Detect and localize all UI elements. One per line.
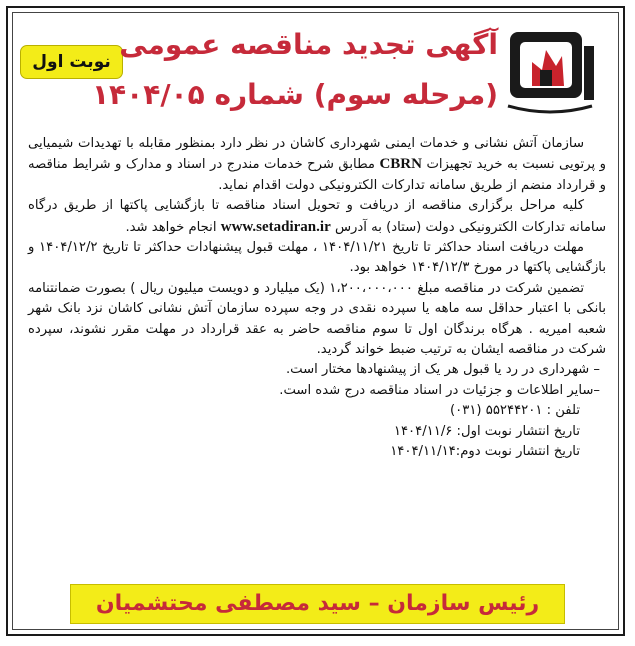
signature-banner: رئیس سازمان – سید مصطفی محتشمیان xyxy=(70,584,565,624)
paragraph-guarantee: تضمین شرکت در مناقصه مبلغ ۱،۲۰۰،۰۰۰،۰۰۰ (یک میلیارد و دویست میلیون ریال ) بصورت ضمانتنامه بانکی با اعتبار حداقل سه ماهه یا سپرده نقدی در وجه سپرده سازمان آتش نشانی کاشان نزد بانک شهر شعبه امیریه . هرگاه برندگان اول تا سوم مناقصه حاضر به عقد قرارداد در مهلت مقرر نشوند، سپرده شرکت در مناقصه ایشان به ترتیب ضبط خواند گردید. xyxy=(28,280,606,358)
list-item: – شهرداری در رد یا قبول هر یک از پیشنهادها مختار است. xyxy=(285,362,600,378)
notice-subtitle: (مرحله سوم) شماره ۱۴۰۴/۰۵ xyxy=(91,78,498,111)
paragraph-procedure: کلیه مراحل برگزاری مناقصه از دریافت و تحویل اسناد مناقصه تا بازگشایی پاکتها از طریق درگاه سامانه تدارکات الکترونیکی دولت (ستاد) به آدرس www.setadiran.ir انجام خواهد شد. xyxy=(28,198,606,235)
list-item: –سایر اطلاعات و جزئیات در اسناد مناقصه درج شده است. xyxy=(279,382,600,398)
notice-body xyxy=(28,134,606,463)
round-badge: نوبت اول xyxy=(20,45,123,79)
publish-date-first: تاریخ انتشار نوبت اول: ۱۴۰۴/۱۱/۶ xyxy=(393,423,580,439)
paragraph-intro: سازمان آتش نشانی و خدمات ایمنی شهرداری کاشان در نظر دارد بمنظور مقابله با تهدیدات شیمیایی و پرتویی نسبت به خرید تجهیزات CBRN مطابق شرح خدمات مندرج در اسناد و مدارک و شرایط مناقصه و قرارداد منضم از طریق سامانه تدارکات الکترونیکی دولت اقدام نماید. xyxy=(28,136,606,193)
fire-organization-emblem-icon xyxy=(500,26,600,122)
publish-date-second: تاریخ انتشار نوبت دوم:۱۴۰۴/۱۱/۱۴ xyxy=(390,444,580,460)
paragraph-deadlines: مهلت دریافت اسناد حداکثر تا تاریخ ۱۴۰۴/۱۱/۲۱ ، مهلت قبول پیشنهادات حداکثر تا تاریخ ۱۴۰۴/۱۲/۲ و بازگشایی پاکتها در مورخ ۱۴۰۴/۱۲/۳ خواهد بود. xyxy=(28,240,606,276)
website-link[interactable]: www.setadiran.ir xyxy=(220,218,331,235)
notice-title: آگهی تجدید مناقصه عمومی xyxy=(119,28,498,61)
phone-number: تلفن : ۵۵۲۴۴۲۰۱ (۰۳۱) xyxy=(450,403,580,419)
